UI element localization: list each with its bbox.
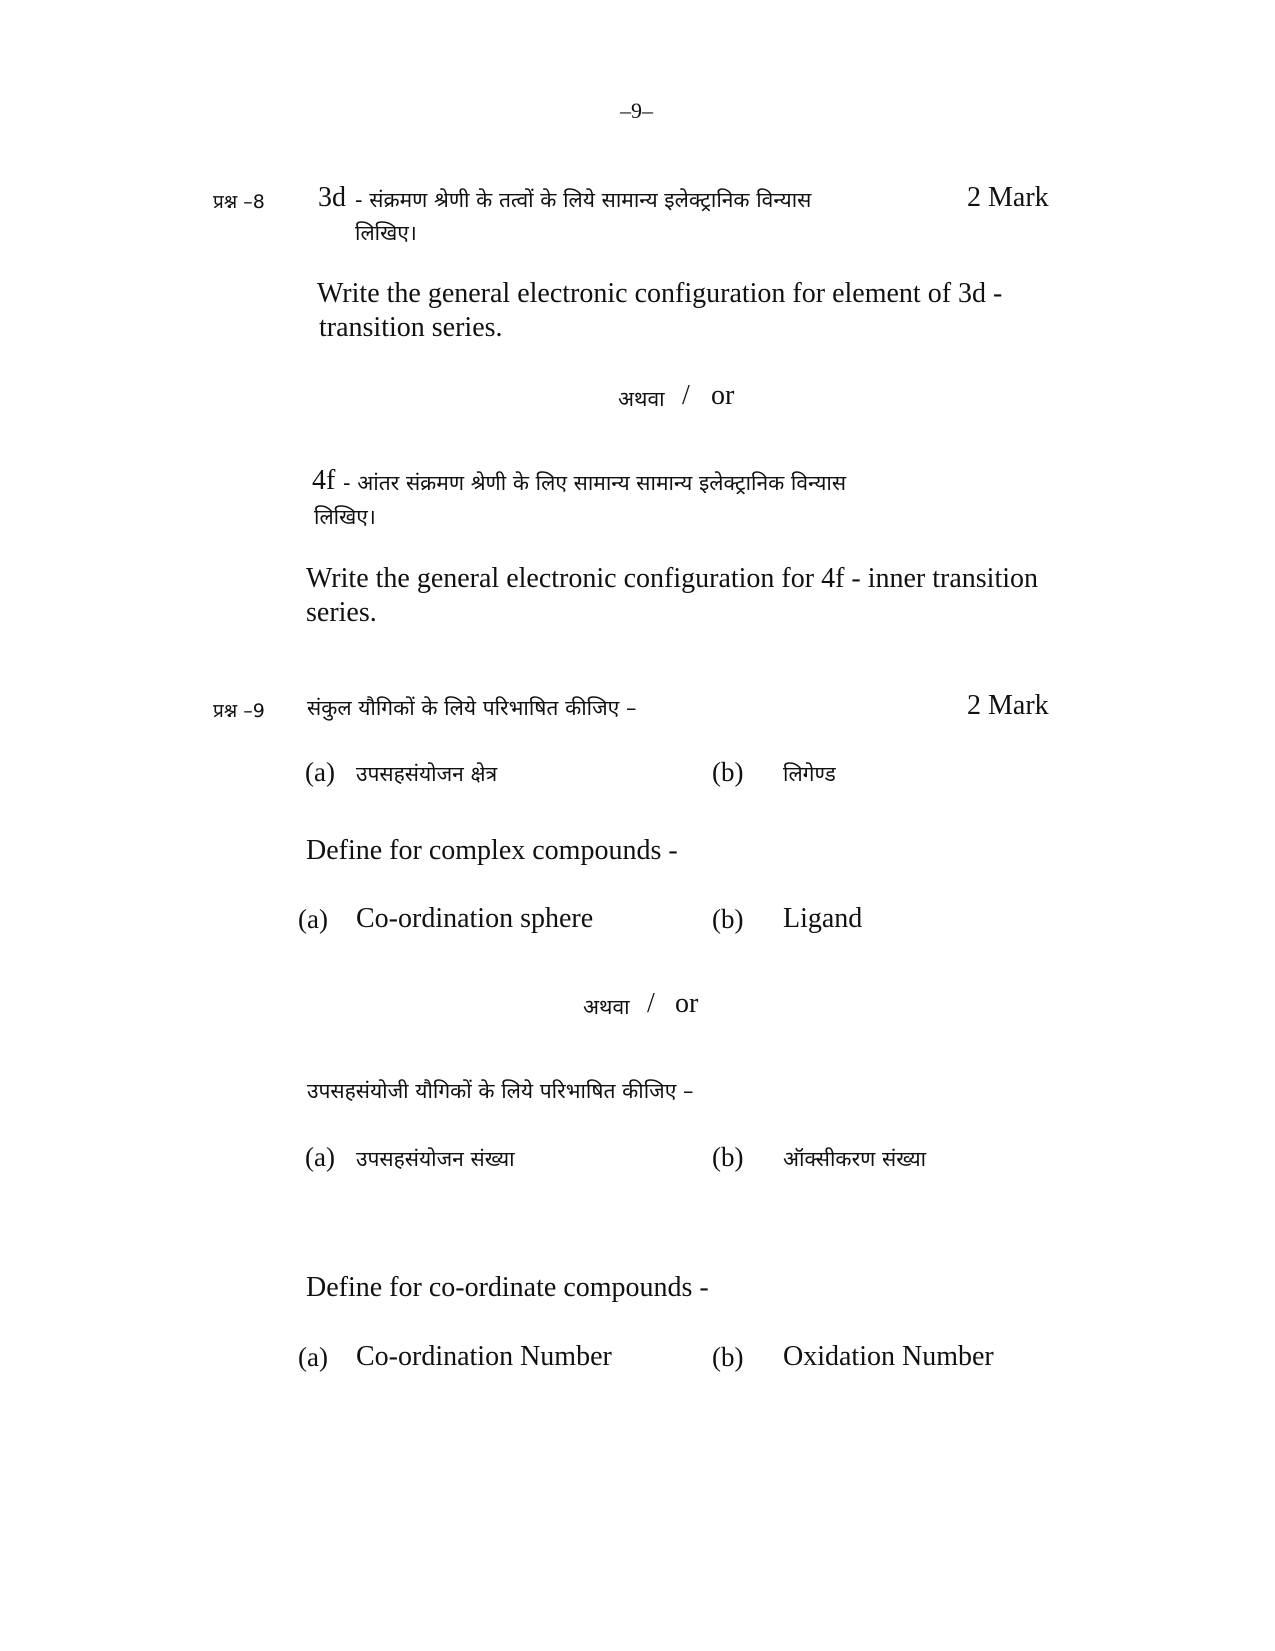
q9-alt-english-b: Oxidation Number: [783, 1341, 994, 1372]
q9-alt-english-stem: Define for co-ordinate compounds -: [306, 1272, 709, 1303]
q9-alt-english-b-label: (b): [712, 1342, 744, 1372]
q9-alt-english-a: Co-ordination Number: [356, 1341, 612, 1372]
q9-english-b-label: (b): [712, 904, 744, 934]
question-9-label: प्रश्न –9: [213, 700, 265, 722]
q8-hindi-prefix: 3d: [318, 182, 346, 213]
q9-or-hindi: अथवा: [583, 995, 630, 1019]
q8-alt-hindi-line1: - आंतर संक्रमण श्रेणी के लिए सामान्य सामान्य इलेक्ट्रानिक विन्यास: [343, 471, 847, 495]
q8-hindi-line1: - संक्रमण श्रेणी के तत्वों के लिये सामान्य इलेक्ट्रानिक विन्यास: [355, 188, 812, 212]
q8-or-slash: /: [682, 380, 690, 411]
q9-english-a-label: (a): [298, 904, 328, 934]
q9-hindi-b-label: (b): [712, 757, 744, 787]
q9-marks: 2 Mark: [967, 690, 1049, 721]
q8-english-line2: transition series.: [319, 312, 503, 343]
question-8-label: प्रश्न –8: [213, 191, 265, 213]
q9-english-a: Co-ordination sphere: [356, 903, 594, 934]
q8-marks: 2 Mark: [967, 182, 1049, 213]
q9-alt-english-a-label: (a): [298, 1342, 328, 1372]
q8-or-english: or: [711, 380, 735, 411]
q9-or-slash: /: [647, 988, 655, 1019]
q8-alt-english-line2: series.: [306, 597, 377, 628]
q9-alt-hindi-a-label: (a): [305, 1142, 335, 1172]
q9-english-stem: Define for complex compounds -: [306, 835, 678, 866]
q9-hindi-a: उपसहसंयोजन क्षेत्र: [356, 762, 498, 786]
q8-hindi-line2: लिखिए।: [355, 221, 417, 245]
q8-or-hindi: अथवा: [618, 387, 665, 411]
q9-hindi-b: लिगेण्ड: [783, 762, 836, 786]
page-number: –9–: [620, 98, 653, 123]
q9-hindi-a-label: (a): [305, 757, 335, 787]
q8-alt-english-line1: Write the general electronic configuration for 4f - inner transition: [306, 563, 1039, 594]
q8-english-line1: Write the general electronic configuration for element of 3d -: [317, 278, 1003, 309]
q9-alt-hindi-stem: उपसहसंयोजी यौगिकों के लिये परिभाषित कीजिए –: [307, 1079, 694, 1103]
q9-alt-hindi-b: ऑक्सीकरण संख्या: [783, 1147, 927, 1171]
q9-alt-hindi-b-label: (b): [712, 1142, 744, 1172]
q9-hindi-stem: संकुल यौगिकों के लिये परिभाषित कीजिए –: [307, 696, 637, 720]
q8-alt-hindi-line2: लिखिए।: [314, 505, 376, 529]
q9-alt-hindi-a: उपसहसंयोजन संख्या: [356, 1147, 515, 1171]
q9-or-english: or: [675, 988, 699, 1019]
q8-alt-hindi-prefix: 4f: [312, 465, 336, 496]
q9-english-b: Ligand: [783, 903, 863, 934]
